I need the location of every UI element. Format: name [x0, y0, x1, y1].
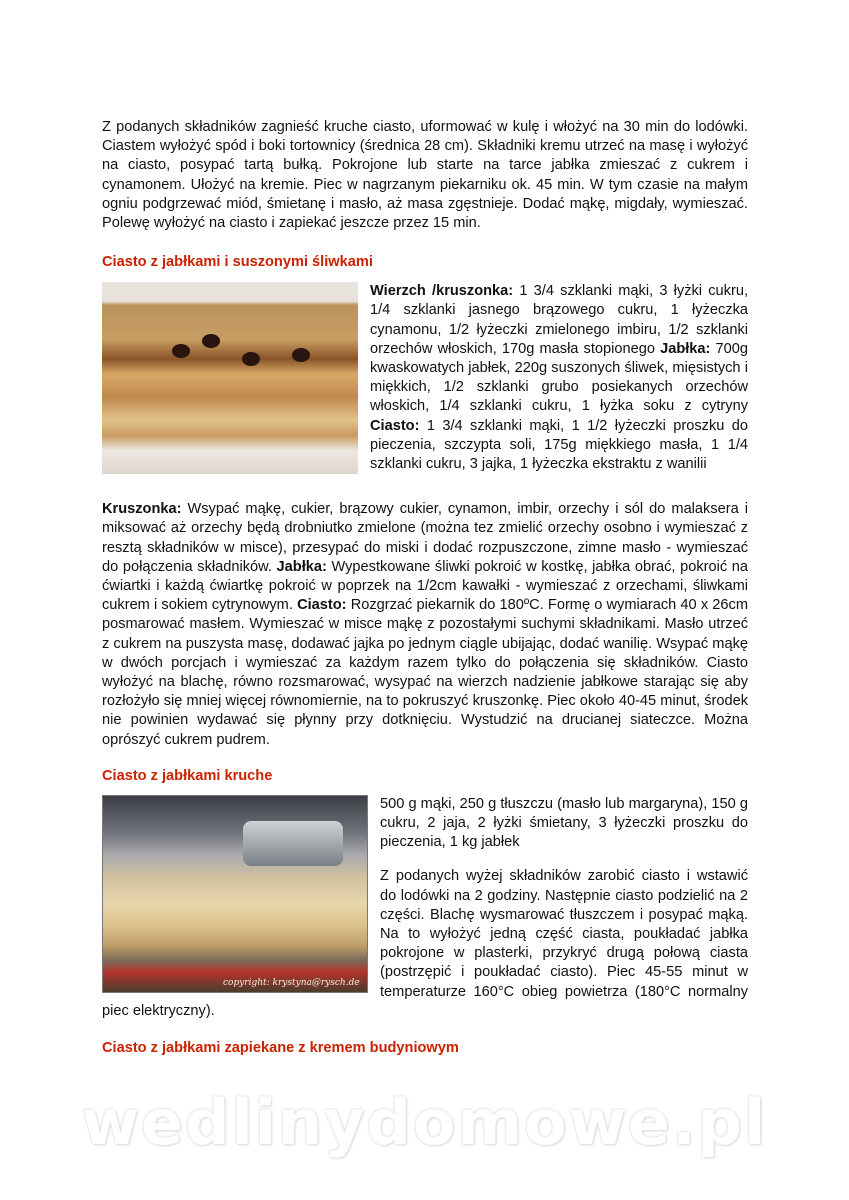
recipe-kruche [102, 795, 748, 1021]
recipe-title-kruche: Ciasto z jabłkami kruche [102, 767, 273, 784]
photo-copyright: copyright: krystyna@rysch.de [223, 977, 360, 988]
method-text-apples: Wypestkowane śliwki pokroić w kostkę, jabłka obrać, pokroić na ćwiartki i każdą ćwiartkę pokroić w poprzek na 1/2cm kawałki - wymieszać z orzechami, śliwkami cukrem i sokiem cytrynowym. [102, 558, 748, 614]
label-topping: Wierzch /kruszonka: [370, 283, 514, 300]
intro-paragraph: Z podanych składników zagnieść kruche ciasto, uformować w kulę i włożyć na 30 min do lodówki. Ciastem wyłożyć spód i boki tortownicy (średnica 28 cm). Składniki kremu utrzeć na masę i wyłożyć na ciasto, posypać tartą bułką. Pokrojone lub starte na tarce jabłka zmieszać z cukrem i cynamonem. Ułożyć na kremie. Piec w nagrzanym piekarniku ok. 45 min. W tym czasie na małym ogniu podgrzewać miód, śmietanę i masło, aż masa zgęstnieje. Dodać mąkę, migdały, wymieszać. Polewę wyłożyć na ciasto i zapiekać jeszcze przez 15 min. [102, 119, 748, 232]
recipe-plums-ingredients [102, 282, 748, 482]
page-content [102, 118, 748, 1058]
method-label-crumble: Kruszonka: [102, 501, 182, 518]
cake-photo-plums [102, 282, 358, 474]
watermark: wedlinydomowe.pl [81, 1086, 768, 1159]
method-label-dough: Ciasto: [297, 597, 347, 614]
pot-shape [243, 821, 343, 866]
ingredients-kruche: 500 g mąki, 250 g tłuszczu (masło lub margaryna), 150 g cukru, 2 jaja, 2 łyżki śmietany, 3 łyżeczki proszku do pieczenia, 1 kg jabłek [380, 795, 748, 851]
method-plums [102, 500, 748, 750]
text-topping: 1 3/4 szklanki mąki, 3 łyżki cukru, 1/4 szklanki jasnego brązowego cukru, 1 łyżeczka cynamonu, 1/2 łyżeczki zmielonego imbiru, 1/2 szklanki orzechów włoskich, 170g masła stopionego [370, 283, 748, 357]
method-text-crumble: Wsypać mąkę, cukier, brązowy cukier, cynamon, imbir, orzechy i sól do malaksera i miksować aż orzechy będą drobniutko zmielone (można tez zmielić orzechy osobno i wymieszać z resztą składników w misce), przesypać do miski i dodać rozpuszczone, zimne masło - wymieszać do połączenia składników. [102, 501, 748, 575]
method-text-dough: Rozgrzać piekarnik do 180ºC. Formę o wymiarach 40 x 26cm posmarować masłem. Wymieszać w misce mąkę z pozostałymi suchymi składnikami. Masło utrzeć z cukrem na puszysta masę, dodawać jajka po jednym ciągle ubijając, dodać wanilię. Wsypać mąkę w dwóch porcjach i wymieszać za każdym razem tylko do połączenia się składników. Ciasto wyłożyć na blachę, równo rozsmarować, wysypać na wierzch nadzienie jabłkowe starając się aby rozłożyło się mniej więcej równomiernie, na to pokruszyć kruszonkę. Piec około 40-45 minut, środek nie powinien wydawać się płynny przy dotknięciu. Wystudzić na drucianej siateczce. Można oprószyć cukrem pudrem. [102, 597, 748, 748]
label-apples: Jabłka: [660, 340, 711, 357]
text-apples: 700g kwaskowatych jabłek, 220g suszonych śliwek, mięsistych i miękkich, 1/2 szklanki grubo posiekanych orzechów włoskich, 1/4 szklanki cukru, 1 łyżka soku z cytryny [370, 340, 748, 415]
cake-photo-kruche [102, 795, 368, 993]
recipe-title-plums: Ciasto z jabłkami i suszonymi śliwkami [102, 254, 373, 271]
recipe-title-budyn: Ciasto z jabłkami zapiekane z kremem budyniowym [102, 1040, 459, 1057]
method-kruche: Z podanych wyżej składników zarobić ciasto i wstawić do lodówki na 2 godziny. Następnie ciasto podzielić na 2 części. Blachę wysmarować tłuszczem i posypać mąką. Na to wyłożyć jedną część ciasta, poukładać jabłka pokrojone w plasterki, przykryć drugą połową ciasta (postrzępić i poukładać ciasto). Piec 45-55 minut w temperaturze 160°C obieg powietrza (180°C normalny piec elektryczny). [102, 868, 748, 1019]
text-dough: 1 3/4 szklanki mąki, 1 1/2 łyżeczki proszku do pieczenia, szczypta soli, 175g miękkiego masła, 1 1/4 szklanki cukru, 3 jajka, 1 łyżeczka ekstraktu z wanilii [370, 417, 748, 473]
label-dough: Ciasto: [370, 417, 420, 434]
method-label-apples: Jabłka: [276, 558, 327, 575]
